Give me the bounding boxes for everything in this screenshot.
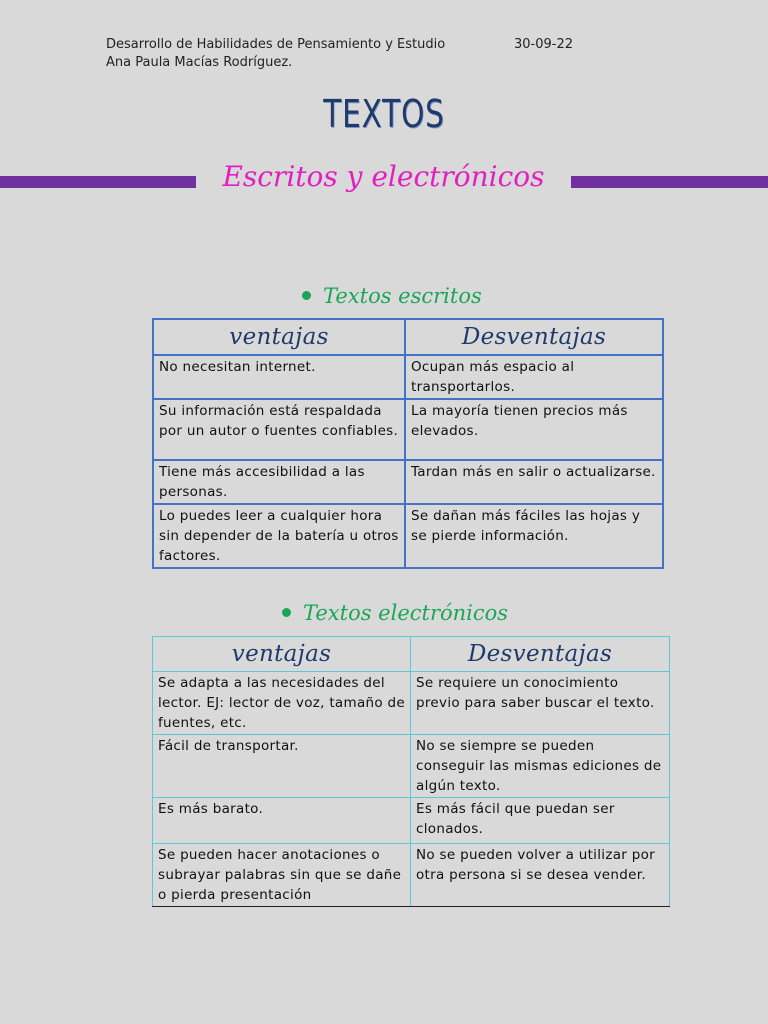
table-header-row	[153, 637, 670, 672]
table-row	[153, 672, 670, 735]
table-cell: Es más barato.	[153, 798, 411, 844]
course-name: Desarrollo de Habilidades de Pensamiento y Estudio	[106, 37, 446, 52]
table-cell: Se dañan más fáciles las hojas y se pierde información.	[405, 504, 663, 568]
table-cell: No se siempre se pueden conseguir las mismas ediciones de algún texto.	[411, 735, 670, 798]
document-date: 30-09-22	[514, 37, 574, 52]
section-heading-electronicos	[282, 601, 508, 625]
table-row	[153, 735, 670, 798]
table-cell: Fácil de transportar.	[153, 735, 411, 798]
section-heading-escritos	[302, 284, 482, 308]
table-row	[153, 399, 663, 460]
table-cell: Lo puedes leer a cualquier hora sin depender de la batería u otros factores.	[153, 504, 405, 568]
table-cell: Su información está respaldada por un autor o fuentes confiables.	[153, 399, 405, 460]
page-title: TEXTOS	[323, 92, 445, 136]
table-cell: No se pueden volver a utilizar por otra persona si se desea vender.	[411, 844, 670, 907]
column-header-ventajas: ventajas	[153, 319, 405, 355]
section-heading-text: Textos escritos	[323, 284, 482, 308]
author-name: Ana Paula Macías Rodríguez.	[106, 55, 293, 70]
table-cell: La mayoría tienen precios más elevados.	[405, 399, 663, 460]
table-textos-escritos	[152, 318, 664, 569]
bullet-icon	[282, 608, 291, 617]
table-row	[153, 504, 663, 568]
column-header-desventajas: Desventajas	[411, 637, 670, 672]
table-cell: Ocupan más espacio al transportarlos.	[405, 355, 663, 399]
table-header-row	[153, 319, 663, 355]
decorative-bar-left	[0, 176, 196, 188]
table-row	[153, 798, 670, 844]
table-cell: Es más fácil que puedan ser clonados.	[411, 798, 670, 844]
document-header	[106, 36, 574, 72]
table-cell: Tiene más accesibilidad a las personas.	[153, 460, 405, 504]
table-textos-electronicos	[152, 636, 670, 907]
table-row	[153, 460, 663, 504]
column-header-desventajas: Desventajas	[405, 319, 663, 355]
table-cell: Se pueden hacer anotaciones o subrayar palabras sin que se dañe o pierda presentación	[153, 844, 411, 907]
table-cell: Tardan más en salir o actualizarse.	[405, 460, 663, 504]
table-row	[153, 355, 663, 399]
section-heading-text: Textos electrónicos	[303, 601, 509, 625]
table-cell: Se requiere un conocimiento previo para saber buscar el texto.	[411, 672, 670, 735]
table-cell: No necesitan internet.	[153, 355, 405, 399]
column-header-ventajas: ventajas	[153, 637, 411, 672]
bullet-icon	[302, 291, 311, 300]
page-subtitle: Escritos y electrónicos	[222, 160, 545, 193]
table-row	[153, 844, 670, 907]
table-cell: Se adapta a las necesidades del lector. EJ: lector de voz, tamaño de fuentes, etc.	[153, 672, 411, 735]
decorative-bar-right	[571, 176, 768, 188]
